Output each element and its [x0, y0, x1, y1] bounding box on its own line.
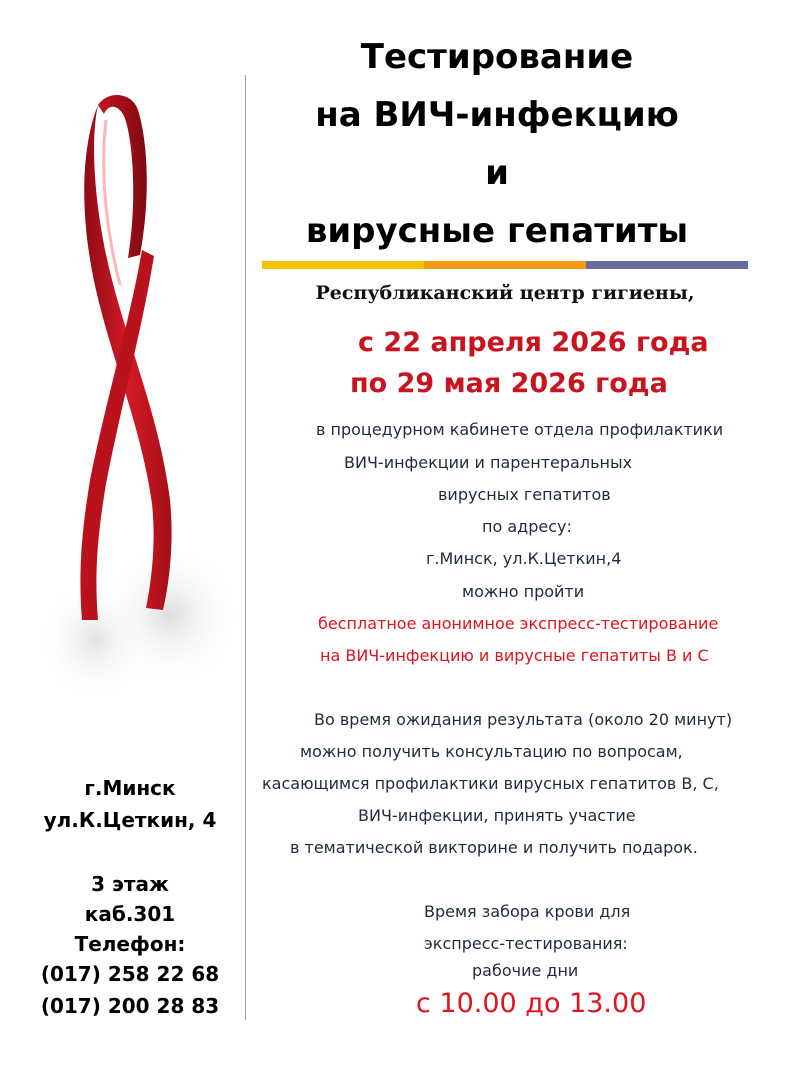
offer-line: на ВИЧ-инфекцию и вирусные гепатиты В и С: [320, 646, 709, 665]
schedule-line: экспресс-тестирования:: [424, 934, 628, 953]
vertical-divider: [245, 75, 246, 1020]
contact-city: г.Минск: [84, 776, 176, 800]
consult-line: касающимся профилактики вирусных гепатитов В, С,: [262, 774, 719, 793]
title-line: вирусные гепатиты: [305, 211, 689, 251]
contact-phone: (017) 258 22 68: [40, 962, 220, 986]
cropped-text-line: [262, 306, 748, 312]
consult-line: в тематической викторине и получить подарок.: [290, 838, 698, 857]
location-line: г.Минск, ул.К.Цеткин,4: [426, 549, 622, 568]
consult-line: можно получить консультацию по вопросам,: [300, 742, 683, 761]
color-bar-purple: [586, 261, 748, 269]
title-line: Тестирование: [360, 37, 634, 77]
location-line: ВИЧ-инфекции и парентеральных: [344, 453, 633, 472]
schedule-line: рабочие дни: [472, 961, 579, 980]
location-line: вирусных гепатитов: [438, 485, 611, 504]
contact-phone: (017) 200 28 83: [40, 994, 220, 1018]
contact-phone-label: Телефон:: [74, 932, 186, 956]
color-bar-yellow: [262, 261, 424, 269]
location-line: можно пройти: [462, 582, 585, 601]
offer-line: бесплатное анонимное экспресс-тестирование: [318, 614, 719, 633]
title-line: и: [485, 153, 509, 193]
color-bar-orange: [424, 261, 586, 269]
schedule-line: Время забора крови для: [424, 902, 631, 921]
date-end: по 29 мая 2026 года: [350, 368, 668, 399]
page-title: [262, 28, 732, 260]
red-ribbon-icon: [20, 80, 245, 710]
consult-line: ВИЧ-инфекции, принять участие: [358, 806, 636, 825]
contact-floor: 3 этаж: [91, 872, 169, 896]
location-line: в процедурном кабинете отдела профилактики: [316, 420, 724, 439]
organization-name: Республиканский центр гигиены,: [315, 282, 695, 304]
contact-street: ул.К.Цеткин, 4: [43, 808, 217, 832]
contact-room: каб.301: [84, 902, 176, 926]
consult-line: Во время ожидания результата (около 20 минут): [314, 710, 733, 729]
working-hours: с 10.00 до 13.00: [416, 988, 647, 1019]
location-line: по адресу:: [482, 517, 572, 536]
date-start: с 22 апреля 2026 года: [358, 327, 709, 358]
title-line: на ВИЧ-инфекцию: [315, 95, 679, 135]
